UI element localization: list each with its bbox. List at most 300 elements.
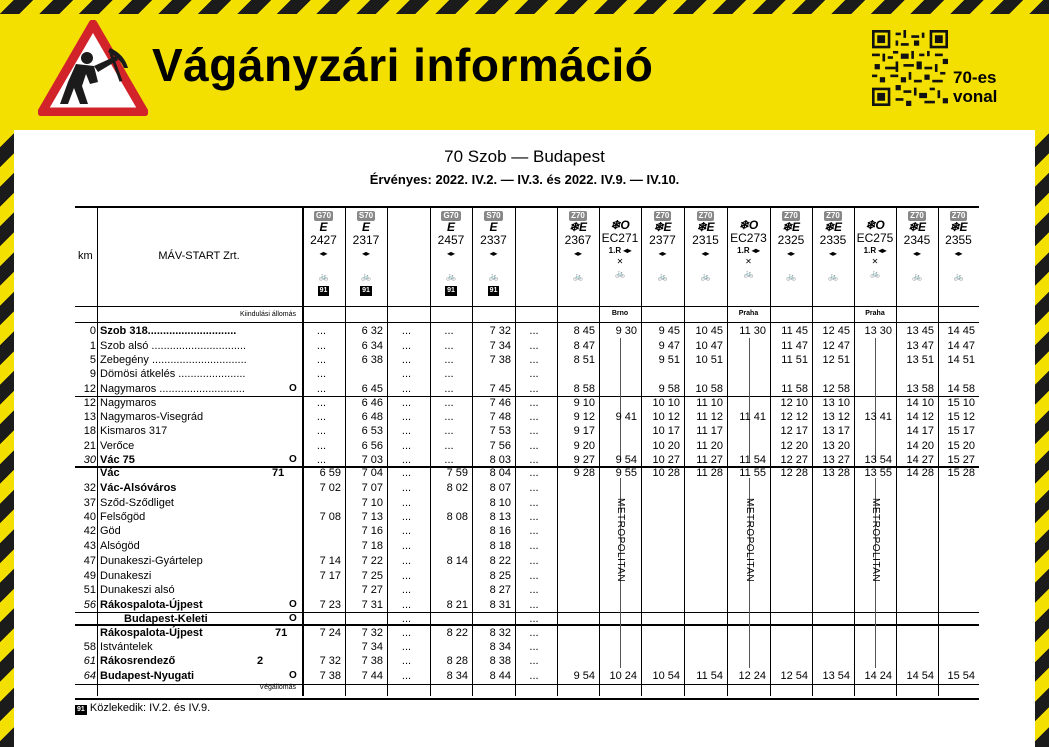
time-cell: ... (529, 454, 539, 466)
train-type: ❄E (653, 220, 672, 234)
time-cell: ... (401, 354, 412, 366)
time-cell: 9 28 (573, 467, 595, 479)
station-circle-ref: O (289, 454, 297, 465)
station-name: Nagymaros-Visegrád (100, 411, 204, 423)
station-name: Dunakeszi-Gyártelep (100, 555, 203, 567)
time-cell: 13 27 (822, 454, 850, 466)
time-cell: ... (444, 354, 454, 366)
train-origin: Brno (611, 310, 629, 317)
time-cell: ... (401, 627, 412, 639)
time-cell: 10 51 (695, 354, 723, 366)
time-cell: 14 54 (906, 670, 934, 682)
station-km: 56 (83, 599, 96, 611)
train-header-2427 (302, 209, 345, 296)
time-cell: ... (529, 354, 539, 366)
time-cell: 8 32 (489, 627, 511, 639)
spacer (302, 261, 345, 271)
station-name: Dömösi átkelés ...................... (100, 368, 246, 380)
row-divider (75, 306, 979, 307)
time-cell: 8 34 (446, 670, 468, 682)
time-cell: ... (401, 397, 412, 409)
time-cell: 14 20 (906, 440, 934, 452)
station-name: Nagymaros (100, 397, 157, 409)
station-name: Dunakeszi alsó (100, 584, 175, 596)
time-cell: 8 22 (489, 555, 511, 567)
time-cell: 7 34 (489, 340, 511, 352)
station-name: Istvántelek (100, 641, 153, 653)
time-cell: ... (444, 325, 454, 337)
station-km: 42 (83, 525, 96, 537)
time-cell: 7 38 (361, 655, 383, 667)
time-cell: ... (529, 599, 539, 611)
time-cell: 7 38 (319, 670, 341, 682)
time-cell: ... (401, 599, 412, 611)
train-category-badge: Z70 (698, 211, 713, 220)
train-type: E (361, 220, 370, 234)
train-header-EC271 (599, 209, 641, 317)
spacer (938, 261, 979, 271)
time-cell: 15 54 (947, 670, 975, 682)
time-cell: ... (401, 340, 412, 352)
time-cell: 12 10 (780, 397, 808, 409)
station-name: Budapest-Nyugati (100, 670, 195, 682)
time-cell: 6 32 (361, 325, 383, 337)
station-km: 0 (89, 325, 96, 337)
time-cell: 11 41 (739, 411, 766, 423)
transfer-ref: 71 (272, 467, 285, 479)
time-cell: ... (444, 425, 454, 437)
time-cell: ... (529, 497, 539, 509)
station-name: Vác-Alsóváros (100, 482, 177, 494)
station-km: 12 (83, 397, 96, 409)
time-cell: 11 28 (696, 467, 723, 479)
time-cell: 7 27 (361, 584, 383, 596)
restaurant-icon: ✕ (616, 257, 624, 266)
footnote-ref: 91 (447, 287, 455, 294)
time-cell: ... (401, 368, 412, 380)
time-cell: ... (529, 627, 539, 639)
train-category-badge: G70 (315, 211, 332, 220)
time-cell: 10 28 (652, 467, 680, 479)
bicycle-icon: 🚲 (361, 272, 371, 281)
train-category-badge: S70 (486, 211, 501, 220)
hazard-stripe-left (0, 128, 14, 747)
time-cell: ... (529, 482, 539, 494)
station-km: 13 (83, 411, 96, 423)
time-cell: 8 27 (489, 584, 511, 596)
time-cell: 11 54 (739, 454, 766, 466)
time-cell: 9 54 (615, 454, 637, 466)
direction-icon: ◂▸ (701, 249, 710, 258)
qr-code-icon (872, 30, 948, 106)
train-number: 2325 (777, 233, 805, 247)
time-cell: ... (529, 425, 539, 437)
time-cell: 14 24 (864, 670, 892, 682)
time-cell: 8 58 (573, 383, 595, 395)
station-name: Kismaros 317 (100, 425, 168, 437)
bicycle-icon: 🚲 (488, 272, 499, 281)
train-number: 2377 (649, 233, 676, 247)
time-cell: 8 04 (489, 467, 511, 479)
spacer (472, 261, 515, 271)
time-cell: 7 59 (446, 467, 468, 479)
time-cell: ... (401, 482, 412, 494)
time-cell: ... (401, 641, 412, 653)
direction-icon: ◂▸ (489, 249, 498, 258)
train-type: ❄E (781, 220, 801, 234)
time-cell: 12 20 (780, 440, 808, 452)
time-cell: 13 55 (864, 467, 892, 479)
time-cell: 8 51 (573, 354, 595, 366)
station-name: Szob alsó ............................... (100, 340, 247, 352)
direction-icon: ◂▸ (361, 249, 371, 258)
time-cell: ... (316, 397, 327, 409)
time-cell: 7 56 (489, 440, 511, 452)
train-header-2355 (938, 209, 979, 283)
time-cell: 8 25 (489, 570, 511, 582)
time-cell: 11 45 (781, 325, 808, 337)
time-cell: 11 54 (696, 670, 723, 682)
time-cell: ... (529, 525, 539, 537)
divider-col (727, 207, 728, 696)
station-km: 40 (83, 511, 96, 523)
train-type: ❄E (907, 220, 927, 234)
time-cell: 12 54 (780, 670, 808, 682)
time-cell: ... (401, 570, 412, 582)
time-cell: ... (401, 511, 412, 523)
time-cell: 6 56 (361, 440, 383, 452)
train-number: 2335 (819, 233, 847, 247)
row-divider (75, 322, 979, 323)
train-number: 2427 (310, 233, 337, 247)
time-cell: ... (529, 340, 539, 352)
station-km: 37 (83, 497, 96, 509)
bicycle-icon: 🚲 (870, 269, 880, 278)
time-cell: ... (529, 613, 539, 625)
time-cell: ... (401, 584, 412, 596)
train-type: ❄O (865, 218, 885, 232)
station-km: 58 (83, 641, 96, 653)
time-cell: 7 13 (361, 511, 383, 523)
worker-warning-triangle-icon (38, 20, 148, 116)
time-cell: ... (401, 454, 412, 466)
station-km: 43 (83, 540, 96, 552)
time-cell: ... (401, 525, 412, 537)
bicycle-icon: 🚲 (828, 272, 838, 281)
station-km: 49 (83, 570, 96, 582)
divider-km (97, 207, 98, 696)
time-cell: 15 27 (947, 454, 975, 466)
time-cell: 7 16 (361, 525, 383, 537)
time-cell: 14 28 (906, 467, 934, 479)
train-category-badge: Z70 (571, 211, 585, 220)
pass-through-line (749, 338, 750, 462)
time-cell: 10 58 (695, 383, 723, 395)
train-header-2317 (345, 209, 387, 296)
station-km: 18 (83, 425, 96, 437)
time-cell: 10 20 (652, 440, 680, 452)
time-cell: ... (401, 467, 412, 479)
train-type: ❄E (568, 220, 588, 234)
time-cell: ... (529, 655, 539, 667)
spacer (896, 261, 938, 271)
station-circle-ref: O (289, 599, 297, 610)
station-name: Rákospalota-Újpest (100, 627, 203, 639)
time-cell: ... (401, 670, 412, 682)
direction-icon: ◂▸ (828, 249, 838, 258)
time-cell: ... (529, 397, 539, 409)
train-header-2325 (770, 209, 812, 283)
time-cell: 11 20 (696, 440, 723, 452)
train-number: EC273 (730, 231, 767, 245)
time-cell: ... (401, 655, 412, 667)
train-type: ❄E (696, 220, 715, 234)
time-cell: 7 32 (319, 655, 341, 667)
station-circle-ref: O (289, 383, 297, 394)
time-cell: 9 45 (658, 325, 680, 337)
direction-icon: ◂▸ (573, 249, 583, 258)
train-number: 2317 (352, 233, 380, 247)
time-cell: 7 34 (361, 641, 383, 653)
time-cell: 11 12 (696, 411, 723, 423)
time-cell: 14 51 (947, 354, 975, 366)
time-cell: 13 45 (906, 325, 934, 337)
time-cell: ... (529, 325, 539, 337)
time-cell: 7 08 (319, 511, 341, 523)
time-cell: ... (401, 540, 412, 552)
time-cell: 14 45 (947, 325, 975, 337)
direction-icon: ◂▸ (912, 249, 922, 258)
time-cell: 9 17 (573, 425, 595, 437)
time-cell: 13 20 (822, 440, 850, 452)
station-circle-ref: O (289, 613, 297, 624)
train-number: 2337 (480, 233, 507, 247)
time-cell: 7 18 (361, 540, 383, 552)
footnote-ref: 91 (362, 287, 370, 294)
time-cell: 11 58 (781, 383, 808, 395)
footnote-marker: 91 (77, 706, 85, 713)
time-cell: ... (401, 425, 412, 437)
train-category-badge: G70 (443, 211, 459, 220)
time-cell: 9 12 (573, 411, 595, 423)
train-header-2457 (430, 209, 472, 296)
time-cell: 13 17 (822, 425, 850, 437)
time-cell: 8 22 (446, 627, 468, 639)
train-number: 2457 (437, 233, 465, 247)
time-cell: ... (529, 411, 539, 423)
train-category-badge: Z70 (910, 211, 924, 220)
train-number: EC275 (856, 231, 894, 245)
time-cell: 12 24 (738, 670, 766, 682)
time-cell: ... (316, 383, 327, 395)
time-cell: 14 17 (906, 425, 934, 437)
bicycle-icon: 🚲 (573, 272, 583, 281)
time-cell: ... (401, 411, 412, 423)
time-cell: 11 30 (739, 325, 766, 337)
time-cell: 7 14 (319, 555, 341, 567)
spacer (641, 261, 684, 271)
restaurant-icon: ✕ (745, 257, 752, 266)
bicycle-icon: 🚲 (700, 272, 711, 281)
time-cell: ... (401, 613, 412, 625)
station-km: 30 (83, 454, 96, 466)
bicycle-icon: 🚲 (657, 272, 668, 281)
time-cell: 6 46 (361, 397, 383, 409)
train-category-badge: S70 (358, 211, 374, 220)
time-cell: ... (444, 454, 454, 466)
station-name: Vác (100, 467, 120, 479)
time-cell: 7 46 (489, 397, 511, 409)
direction-icon: ◂▸ (954, 249, 963, 258)
train-header-2367 (557, 209, 599, 283)
spacer (812, 261, 854, 271)
time-cell: 14 10 (906, 397, 934, 409)
time-cell: 11 47 (781, 340, 808, 352)
departure-station-label: Kiindulási állomás (239, 311, 296, 318)
time-cell: 10 45 (695, 325, 723, 337)
time-cell: ... (316, 340, 327, 352)
train-header-EC275 (854, 209, 896, 317)
time-cell: 7 24 (319, 627, 341, 639)
train-type: ❄O (610, 218, 630, 232)
time-cell: ... (529, 467, 539, 479)
metropolitan-label: METROPOLITAN (870, 498, 881, 583)
time-cell: 9 47 (658, 340, 680, 352)
time-cell: 8 45 (573, 325, 595, 337)
time-cell: ... (529, 641, 539, 653)
divider-col (599, 207, 600, 696)
time-cell: 10 12 (652, 411, 680, 423)
time-cell: ... (401, 440, 412, 452)
train-type: E (319, 220, 328, 234)
page-title: Vágányzári információ (152, 39, 654, 91)
time-cell: ... (444, 340, 454, 352)
metropolitan-label: METROPOLITAN (743, 498, 755, 583)
train-category-badge: Z70 (951, 211, 966, 220)
time-cell: 12 28 (780, 467, 808, 479)
time-cell: ... (401, 497, 412, 509)
station-name: Budapest-Keleti (124, 613, 208, 625)
bicycle-icon: 🚲 (912, 272, 922, 281)
time-cell: 14 27 (906, 454, 934, 466)
time-cell: 12 58 (822, 383, 850, 395)
time-cell: 9 54 (573, 670, 595, 682)
hazard-stripe-top (0, 0, 1049, 14)
bicycle-icon: 🚲 (953, 272, 964, 281)
time-cell: 7 04 (361, 467, 383, 479)
time-cell: 8 47 (573, 340, 595, 352)
train-number: 2345 (903, 233, 931, 247)
time-cell: 8 07 (489, 482, 511, 494)
restaurant-icon: ✕ (871, 257, 879, 266)
time-cell: ... (316, 368, 327, 380)
time-cell: ... (316, 425, 327, 437)
time-cell: 9 20 (573, 440, 595, 452)
station-name: Alsógöd (100, 540, 140, 552)
time-cell: 10 17 (652, 425, 680, 437)
hazard-stripe-right (1035, 128, 1049, 747)
time-cell: 13 41 (864, 411, 892, 423)
time-cell: 7 45 (489, 383, 511, 395)
time-cell: 13 30 (864, 325, 892, 337)
train-type: E (446, 220, 455, 234)
train-category-badge: Z70 (826, 211, 840, 220)
metropolitan-label: METROPOLITAN (615, 498, 626, 583)
station-km: 5 (89, 354, 96, 366)
time-cell: 13 12 (822, 411, 850, 423)
time-cell: ... (529, 670, 539, 682)
time-cell: 7 31 (361, 599, 383, 611)
time-cell: 12 47 (822, 340, 850, 352)
time-cell: ... (444, 411, 454, 423)
train-category-badge: Z70 (784, 211, 798, 220)
time-cell: 8 02 (446, 482, 468, 494)
time-cell: 13 54 (864, 454, 892, 466)
time-cell: 9 51 (658, 354, 680, 366)
footnote-text: Közlekedik: IV.2. és IV.9. (89, 702, 211, 714)
station-name: Göd (100, 525, 121, 537)
time-cell: 6 38 (361, 354, 383, 366)
time-cell: 10 27 (652, 454, 680, 466)
bicycle-icon: 🚲 (615, 269, 625, 278)
time-cell: 7 10 (361, 497, 383, 509)
station-name: Rákosrendező (100, 655, 176, 667)
pass-through-line (875, 338, 876, 462)
time-cell: 8 10 (489, 497, 511, 509)
station-km: 61 (83, 655, 96, 667)
station-name: Vác 75 (100, 454, 135, 466)
time-cell: 8 08 (446, 511, 468, 523)
time-cell: 14 47 (947, 340, 975, 352)
time-cell: ... (529, 584, 539, 596)
time-cell: 11 51 (781, 354, 808, 366)
direction-icon: ◂▸ (786, 249, 796, 258)
direction-icon: ◂▸ (446, 249, 456, 258)
bicycle-icon: 🚲 (743, 269, 754, 278)
time-cell: 8 14 (446, 555, 468, 567)
operator-header: MÁV-START Zrt. (158, 250, 240, 262)
time-cell: 7 03 (361, 454, 383, 466)
time-cell: ... (529, 511, 539, 523)
time-cell: 7 25 (361, 570, 383, 582)
time-cell: 6 48 (361, 411, 383, 423)
time-cell: ... (401, 555, 412, 567)
time-cell: ... (529, 570, 539, 582)
station-name: Dunakeszi (100, 570, 152, 582)
time-cell: 8 28 (446, 655, 468, 667)
time-cell: 7 44 (361, 670, 383, 682)
station-name: Felsőgöd (100, 511, 146, 523)
station-km: 21 (83, 440, 96, 452)
time-cell: 14 58 (947, 383, 975, 395)
time-cell: 8 38 (489, 655, 511, 667)
time-cell: 10 24 (609, 670, 637, 682)
time-cell: ... (529, 440, 539, 452)
line-number-label: 70-es vonal (953, 68, 998, 106)
time-cell: 8 18 (489, 540, 511, 552)
station-name: Nagymaros ............................ (100, 383, 245, 395)
train-header-2335 (812, 209, 854, 283)
time-cell: ... (444, 397, 454, 409)
time-cell: ... (444, 440, 454, 452)
station-km: 1 (89, 340, 96, 352)
time-cell: 8 03 (489, 454, 511, 466)
station-km: 9 (89, 368, 96, 380)
footnote-ref: 91 (319, 287, 328, 294)
reservation-label: 1.R ◂▸ (608, 246, 632, 255)
time-cell: 12 27 (780, 454, 808, 466)
time-cell: ... (316, 411, 327, 423)
